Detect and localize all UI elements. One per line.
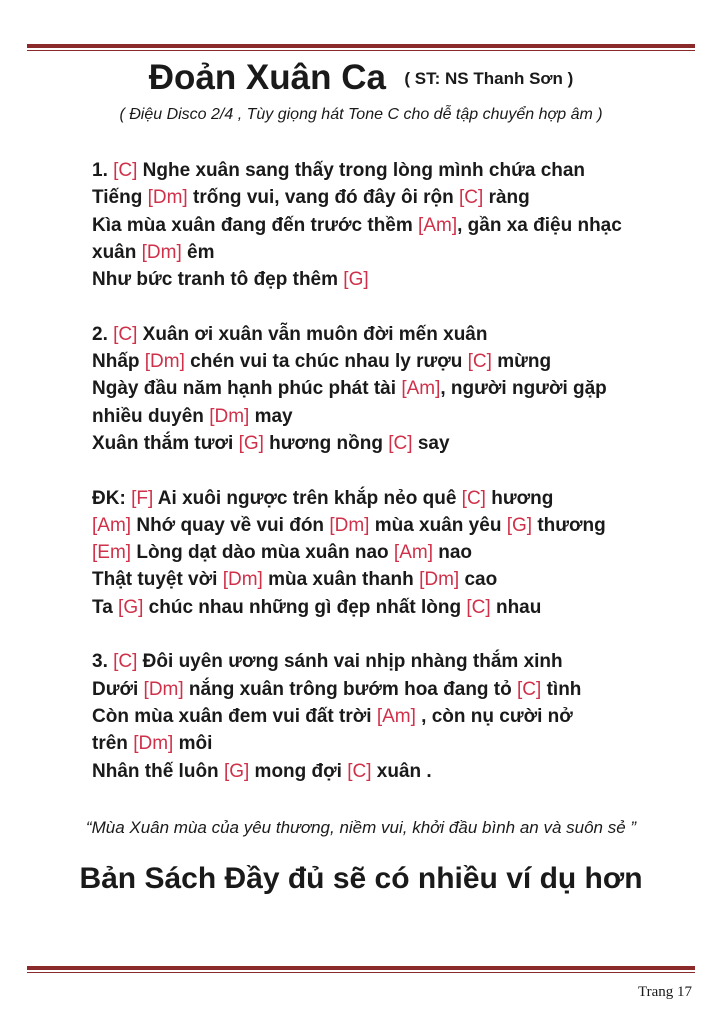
verse-3 (92, 648, 702, 784)
promo-heading: Bản Sách Đầy đủ sẽ có nhiều ví dụ hơn (79, 862, 643, 895)
lyric-text: mùa xuân yêu (369, 514, 507, 536)
song-title: Đoản Xuân Ca (148, 58, 386, 97)
song-subtitle: ( Điệu Disco 2/4 , Tùy giọng hát Tone C cho dễ tập chuyển hợp âm ) (119, 106, 603, 123)
verse-2 (92, 321, 702, 457)
lyric-line (92, 703, 702, 730)
lyric-text: Còn mùa xuân đem vui đất trời (92, 705, 377, 727)
chord-marker: [Am] (401, 378, 441, 400)
bottom-divider (27, 966, 695, 973)
lyric-text: may (249, 405, 293, 427)
lyric-text: trống vui, vang đó đây ôi rộn (187, 187, 460, 209)
lyric-text: Kìa mùa xuân đang đến trước thềm (92, 214, 419, 236)
chord-marker: [C] (467, 351, 492, 373)
lyric-text: nhau (490, 596, 542, 618)
lyrics-body (92, 157, 702, 785)
chord-marker: [C] (517, 678, 542, 700)
lyric-text: Lòng dạt dào mùa xuân nao (131, 542, 394, 564)
lyric-text: ràng (483, 187, 530, 209)
lyric-text: cao (459, 569, 498, 591)
lyric-text: xuân (92, 241, 142, 263)
lyric-line (92, 403, 702, 430)
lyric-text: môi (173, 733, 213, 755)
chord-marker: [G] (238, 432, 264, 454)
chorus (92, 485, 702, 621)
lyric-text: Ai xuôi ngược trên khắp nẻo quê (153, 487, 462, 509)
lyric-text: Nhấp (92, 351, 145, 373)
lyric-text: êm (181, 241, 215, 263)
chord-marker: [C] (461, 487, 486, 509)
lyric-text: hương nồng (263, 432, 389, 454)
lyric-text: xuân . (371, 760, 432, 782)
chord-marker: [Am] (92, 514, 132, 536)
lyric-text: say (412, 432, 450, 454)
lyric-text: ĐK: (92, 487, 132, 509)
lyric-text: thương (532, 514, 606, 536)
lyric-line (92, 430, 702, 457)
chord-marker: [G] (506, 514, 533, 536)
closing-quote: “Mùa Xuân mùa của yêu thương, niềm vui, khởi đầu bình an và suôn sẻ ” (85, 818, 637, 837)
chord-marker: [Dm] (133, 733, 174, 755)
chord-marker: [Dm] (209, 405, 250, 427)
lyric-line (92, 758, 702, 785)
chord-marker: [Am] (393, 542, 433, 564)
chord-marker: [G] (223, 760, 250, 782)
lyric-text: Đôi uyên ương sánh vai nhịp nhàng thắm xinh (137, 651, 563, 673)
lyric-text: Ta (92, 596, 119, 618)
lyric-text: nao (432, 542, 473, 564)
lyric-text: Thật tuyệt vời (92, 569, 223, 591)
chord-marker: [C] (388, 432, 413, 454)
lyric-text: nhiều duyên (92, 405, 210, 427)
lyric-text: Nhân thế luôn (92, 760, 224, 782)
lyric-line (92, 512, 702, 539)
lyric-text: nắng xuân trông bướm hoa đang tỏ (183, 678, 518, 700)
song-credit: ( ST: NS Thanh Sơn ) (404, 69, 574, 88)
lyric-line (92, 676, 702, 703)
lyric-text: Như bức tranh tô đẹp thêm (92, 269, 344, 291)
lyric-text: 2. (92, 323, 114, 345)
lyric-text: tình (541, 678, 582, 700)
lyric-line (92, 539, 702, 566)
chord-marker: [C] (466, 596, 491, 618)
chord-marker: [Dm] (141, 241, 182, 263)
lyric-text: chén vui ta chúc nhau ly rượu (184, 351, 468, 373)
chord-marker: [Dm] (329, 514, 370, 536)
lyric-text: Xuân thắm tươi (92, 432, 239, 454)
chord-marker: [C] (347, 760, 372, 782)
top-divider (27, 44, 695, 51)
lyric-line (92, 566, 702, 593)
chord-marker: [Am] (418, 214, 458, 236)
chord-marker: [Am] (376, 705, 416, 727)
chord-marker: [Dm] (419, 569, 460, 591)
lyric-line (92, 485, 702, 512)
chord-marker: [G] (118, 596, 144, 618)
lyric-text: hương (485, 487, 554, 509)
lyric-text: Nhớ quay về vui đón (131, 514, 330, 536)
lyric-text: Ngày đầu năm hạnh phúc phát tài (92, 378, 402, 400)
chord-marker: [Dm] (147, 187, 188, 209)
lyric-text: Dưới (92, 678, 144, 700)
lyric-text: Nghe xuân sang thấy trong lòng mình chứa chan (137, 160, 586, 181)
lyric-line (92, 184, 702, 211)
lyric-text: , còn nụ cười nở (415, 705, 573, 727)
chord-marker: [F] (131, 487, 154, 509)
lyric-line (92, 157, 702, 184)
lyric-text: 1. (92, 160, 114, 181)
page-number: Trang 17 (637, 984, 692, 1000)
chord-marker: [C] (113, 323, 138, 345)
lyric-line (92, 730, 702, 757)
chord-marker: [C] (113, 651, 138, 673)
chord-marker: [Dm] (143, 678, 184, 700)
lyric-text: , gần xa điệu nhạc (457, 214, 622, 236)
lyric-line (92, 348, 702, 375)
lyric-text: mong đợi (249, 760, 348, 782)
lyric-text: Tiếng (92, 187, 148, 209)
lyric-line (92, 212, 702, 239)
chord-marker: [C] (459, 187, 484, 209)
lyric-line (92, 594, 702, 621)
lyric-text: , người người gặp (440, 378, 607, 400)
chord-marker: [Em] (92, 542, 132, 564)
chord-marker: [C] (113, 160, 138, 181)
lyric-text: 3. (92, 651, 114, 673)
lyric-line (92, 648, 702, 675)
chord-marker: [Dm] (222, 569, 263, 591)
lyric-text: mùa xuân thanh (262, 569, 420, 591)
lyric-text: chúc nhau những gì đẹp nhất lòng (143, 596, 467, 618)
lyric-text: Xuân ơi xuân vẫn muôn đời mến xuân (137, 323, 488, 345)
chord-marker: [Dm] (144, 351, 185, 373)
lyric-text: mừng (491, 351, 552, 373)
lyric-line (92, 239, 702, 266)
lyric-text: trên (92, 733, 134, 755)
lyric-line (92, 375, 702, 402)
chord-marker: [G] (343, 269, 369, 291)
title-line (0, 58, 722, 98)
verse-1 (92, 157, 702, 293)
lyric-line (92, 321, 702, 348)
lyric-line (92, 266, 702, 293)
